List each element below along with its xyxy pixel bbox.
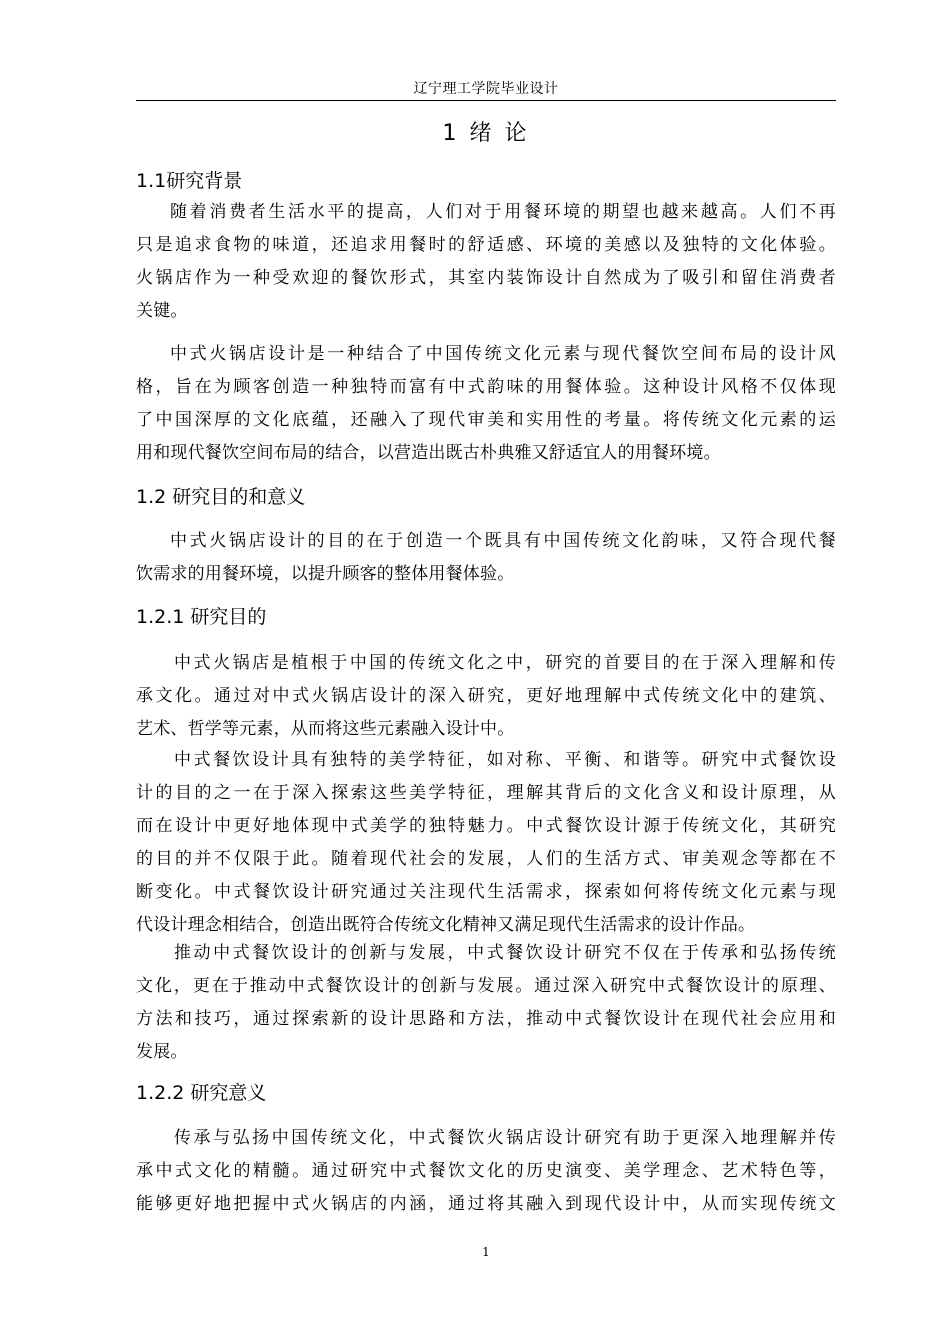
section-heading-1-2-2: 1.2.2 研究意义: [136, 1082, 267, 1104]
text-line: 计的目的之一在于深入探索这些美学特征，理解其背后的文化含义和设计原理，从: [136, 783, 836, 803]
text-line: 中式火锅店设计的目的在于创造一个既具有中国传统文化韵味，又符合现代餐: [170, 531, 836, 551]
paragraph-1-1-a: [136, 196, 836, 328]
text-line: 了中国深厚的文化底蕴，还融入了现代审美和实用性的考量。将传统文化元素的运: [136, 410, 836, 430]
text-line: 艺术、哲学等元素，从而将这些元素融入设计中。: [136, 719, 515, 739]
text-line: 文化，更在于推动中式餐饮设计的创新与发展。通过深入研究中式餐饮设计的原理、: [136, 976, 836, 996]
text-line: 推动中式餐饮设计的创新与发展，中式餐饮设计研究不仅在于传承和弘扬传统: [174, 943, 836, 963]
text-line: 代设计理念相结合，创造出既符合传统文化精神又满足现代生活需求的设计作品。: [136, 915, 756, 935]
text-line: 用和现代餐饮空间布局的结合，以营造出既古朴典雅又舒适宜人的用餐环境。: [136, 443, 721, 463]
paragraph-1-1-b: [136, 338, 836, 470]
text-line: 随着消费者生活水平的提高，人们对于用餐环境的期望也越来越高。人们不再: [170, 202, 836, 222]
text-line: 发展。: [136, 1042, 188, 1062]
header-divider: [136, 100, 836, 101]
text-line: 火锅店作为一种受欢迎的餐饮形式，其室内装饰设计自然成为了吸引和留住消费者: [136, 268, 836, 288]
paragraph-1-2-1-c: [136, 937, 836, 1069]
running-header: 辽宁理工学院毕业设计: [413, 81, 559, 97]
text-line: 断变化。中式餐饮设计研究通过关注现代生活需求，探索如何将传统文化元素与现: [136, 882, 836, 902]
page-number: 1: [482, 1245, 490, 1259]
text-line: 而在设计中更好地体现中式美学的独特魅力。中式餐饮设计源于传统文化，其研究: [136, 816, 836, 836]
text-line: 传承与弘扬中国传统文化，中式餐饮火锅店设计研究有助于更深入地理解并传: [174, 1128, 836, 1148]
paragraph-1-2-1-b: [136, 744, 836, 942]
text-line: 中式火锅店设计是一种结合了中国传统文化元素与现代餐饮空间布局的设计风: [170, 344, 836, 364]
text-line: 中式餐饮设计具有独特的美学特征，如对称、平衡、和谐等。研究中式餐饮设: [174, 750, 836, 770]
section-heading-1-2-1: 1.2.1 研究目的: [136, 606, 267, 628]
text-line: 方法和技巧，通过探索新的设计思路和方法，推动中式餐饮设计在现代社会应用和: [136, 1009, 836, 1029]
text-line: 中式火锅店是植根于中国的传统文化之中，研究的首要目的在于深入理解和传: [174, 653, 836, 673]
text-line: 格，旨在为顾客创造一种独特而富有中式韵味的用餐体验。这种设计风格不仅体现: [136, 377, 836, 397]
text-line: 的目的并不仅限于此。随着现代社会的发展，人们的生活方式、审美观念等都在不: [136, 849, 836, 869]
text-line: 饮需求的用餐环境，以提升顾客的整体用餐体验。: [136, 564, 515, 584]
text-line: 承文化。通过对中式火锅店设计的深入研究，更好地理解中式传统文化中的建筑、: [136, 686, 836, 706]
paragraph-1-2-2: [136, 1122, 836, 1221]
section-heading-1-2: 1.2 研究目的和意义: [136, 486, 306, 508]
paragraph-1-2-1-a: [136, 647, 836, 746]
text-line: 能够更好地把握中式火锅店的内涵，通过将其融入到现代设计中，从而实现传统文: [136, 1194, 836, 1214]
text-line: 只是追求食物的味道，还追求用餐时的舒适感、环境的美感以及独特的文化体验。: [136, 235, 836, 255]
paragraph-1-2: [136, 525, 836, 591]
chapter-title: 1 绪 论: [442, 121, 530, 146]
text-line: 关键。: [136, 301, 188, 321]
text-line: 承中式文化的精髓。通过研究中式餐饮文化的历史演变、美学理念、艺术特色等，: [136, 1161, 836, 1181]
section-heading-1-1: 1.1研究背景: [136, 170, 243, 192]
